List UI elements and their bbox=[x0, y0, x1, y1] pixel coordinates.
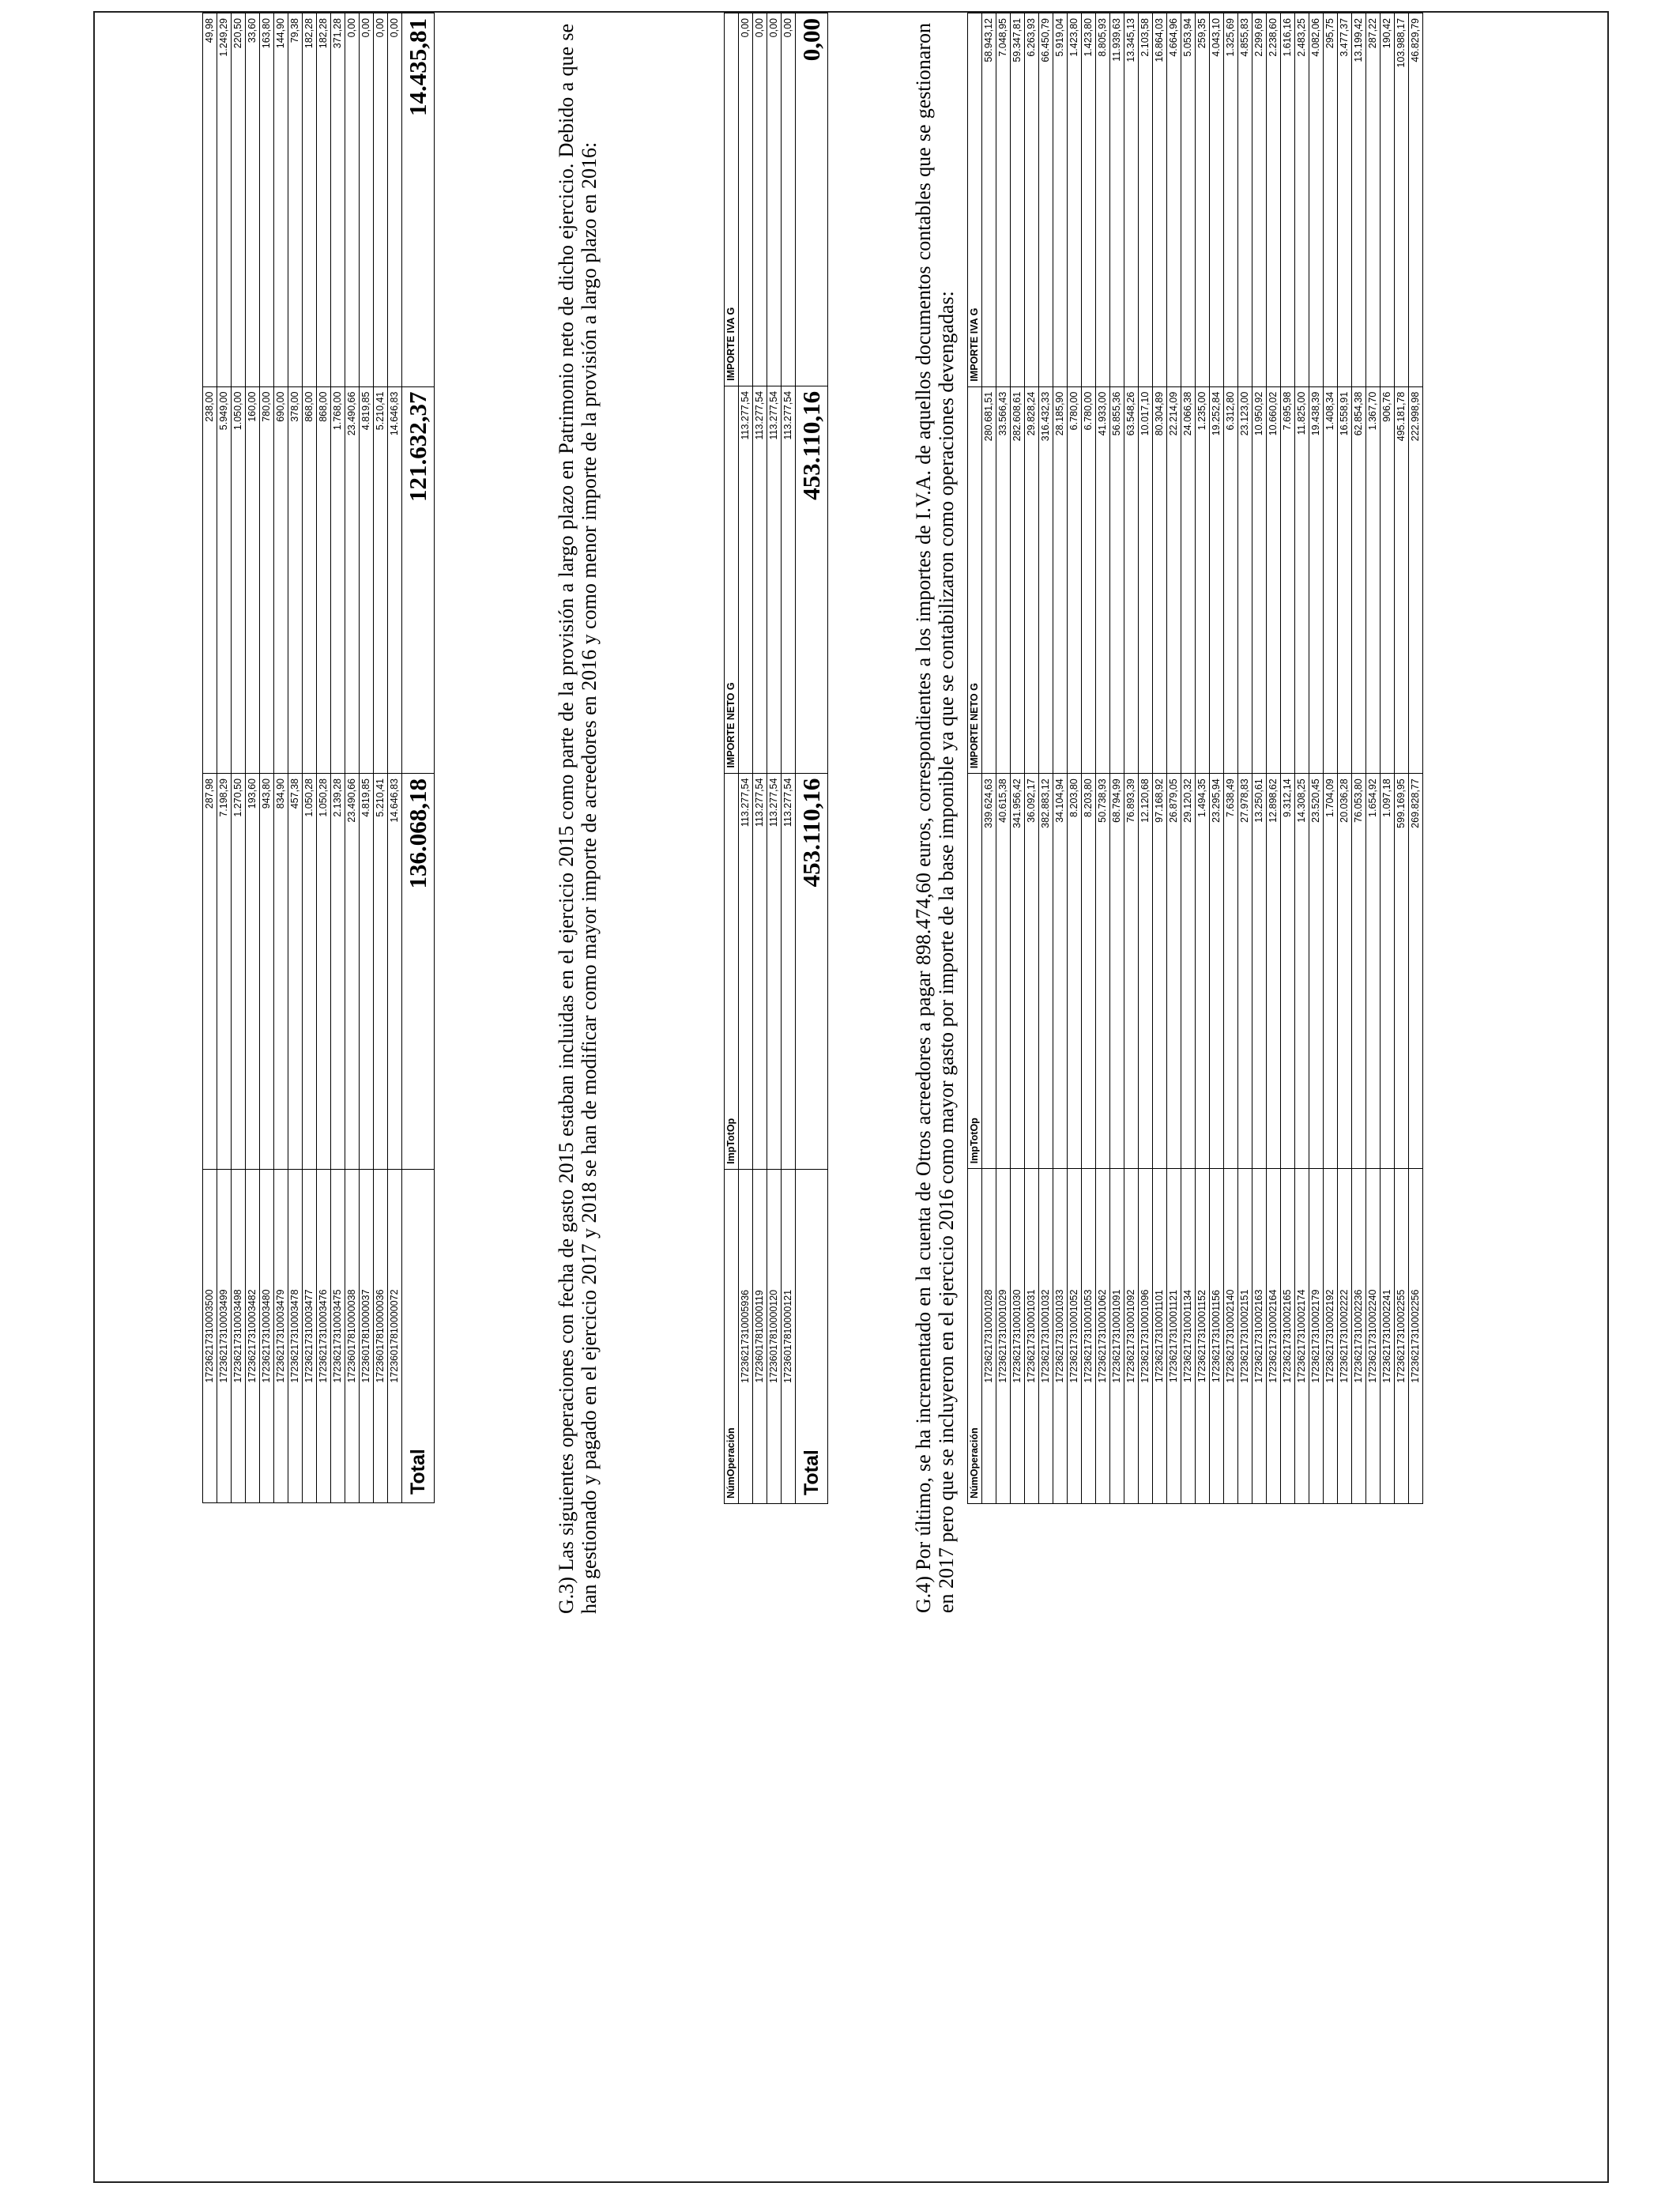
amount-cell: 66.450,79 bbox=[1039, 13, 1053, 387]
operation-number-cell: 17236217310001033 bbox=[1053, 1169, 1068, 1504]
table-row bbox=[1281, 13, 1295, 1504]
amount-cell: 4.855,83 bbox=[1238, 13, 1252, 387]
amount-cell: 8.805,93 bbox=[1096, 13, 1110, 387]
operation-number-cell: 17236217310002164 bbox=[1267, 1169, 1281, 1504]
amount-cell: 1.654,92 bbox=[1366, 774, 1381, 1169]
table-row bbox=[767, 13, 782, 1504]
operation-number-cell: 17236217310001156 bbox=[1210, 1169, 1224, 1504]
amount-cell: 41.933,00 bbox=[1096, 386, 1110, 774]
column-header: IMPORTE IVA G bbox=[968, 13, 982, 387]
amount-cell: 2.139,28 bbox=[331, 774, 345, 1170]
amount-cell: 280.681,51 bbox=[982, 386, 996, 774]
amount-cell: 1.325,69 bbox=[1224, 13, 1238, 387]
operation-number-cell: 17236217310003482 bbox=[246, 1170, 260, 1503]
operation-number-cell: 17236217310001091 bbox=[1110, 1169, 1124, 1504]
amount-cell: 834,90 bbox=[274, 774, 288, 1170]
amount-cell: 163,80 bbox=[260, 13, 274, 387]
amount-cell: 780,00 bbox=[260, 386, 274, 773]
operation-number-cell: 17236217310003476 bbox=[317, 1170, 331, 1503]
amount-cell: 16.864,03 bbox=[1153, 13, 1167, 387]
amount-cell: 0,00 bbox=[739, 13, 753, 386]
amount-cell: 1.050,28 bbox=[317, 774, 331, 1170]
table-row bbox=[1082, 13, 1096, 1504]
amount-cell: 7.638,49 bbox=[1224, 774, 1238, 1169]
table-row bbox=[1139, 13, 1153, 1504]
amount-cell: 19.438,39 bbox=[1309, 386, 1324, 774]
amount-cell: 36.092,17 bbox=[1025, 774, 1039, 1169]
table-row bbox=[1196, 13, 1210, 1504]
amount-cell: 4.664,96 bbox=[1167, 13, 1181, 387]
amount-cell: 113.277,54 bbox=[753, 386, 767, 773]
amount-cell: 22.214,09 bbox=[1167, 386, 1181, 774]
paragraph-g4: G.4) Por último, se ha incrementado en la cuenta de Otros acreedores a pagar 898.474,60 euros, correspondientes a los importes de I.V.A. de aquellos documentos contables que se gestionaron en 2017 pero que se incluyeron en el ejercicio 2016 como mayor gasto por importe de la base imponible ya que se contabilizaron como operaciones devengadas: bbox=[912, 23, 958, 1613]
amount-cell: 457,38 bbox=[288, 774, 303, 1170]
table-row bbox=[782, 13, 796, 1504]
operation-number-cell: 17236217310001152 bbox=[1196, 1169, 1210, 1504]
amount-cell: 6.263,93 bbox=[1025, 13, 1039, 387]
amount-cell: 0,00 bbox=[388, 13, 402, 387]
total-amount: 121.632,37 bbox=[402, 386, 435, 773]
operation-number-cell: 17236217310002236 bbox=[1352, 1169, 1366, 1504]
amount-cell: 1.704,09 bbox=[1324, 774, 1338, 1169]
amount-cell: 238,00 bbox=[203, 386, 217, 773]
total-row bbox=[402, 13, 435, 1503]
table-row bbox=[1210, 13, 1224, 1504]
amount-cell: 144,90 bbox=[274, 13, 288, 387]
operation-number-cell: 17236217310003499 bbox=[217, 1170, 232, 1503]
table-row bbox=[1338, 13, 1352, 1504]
operation-number-cell: 17236017810000119 bbox=[753, 1169, 767, 1503]
operation-number-cell: 17236217310003475 bbox=[331, 1170, 345, 1503]
amount-cell: 1.097,18 bbox=[1381, 774, 1395, 1169]
amount-cell: 599.169,95 bbox=[1395, 774, 1409, 1169]
amount-cell: 103.988,17 bbox=[1395, 13, 1409, 387]
amount-cell: 29.828,24 bbox=[1025, 386, 1039, 774]
amount-cell: 220,50 bbox=[232, 13, 246, 387]
amount-cell: 19.252,84 bbox=[1210, 386, 1224, 774]
operation-number-cell: 17236217310001028 bbox=[982, 1169, 996, 1504]
amount-cell: 0,00 bbox=[345, 13, 360, 387]
amount-cell: 193,60 bbox=[246, 774, 260, 1170]
rotated-page-content bbox=[95, 13, 1596, 2167]
amount-cell: 13.199,42 bbox=[1352, 13, 1366, 387]
amount-cell: 269.828,77 bbox=[1409, 774, 1423, 1169]
table-row bbox=[1309, 13, 1324, 1504]
amount-cell: 113.277,54 bbox=[782, 386, 796, 773]
table-row bbox=[217, 13, 232, 1503]
table-row bbox=[996, 13, 1011, 1504]
amount-cell: 7.198,29 bbox=[217, 774, 232, 1170]
amount-cell: 1.050,00 bbox=[232, 386, 246, 773]
amount-cell: 33,60 bbox=[246, 13, 260, 387]
table-row bbox=[246, 13, 260, 1503]
table-row bbox=[1252, 13, 1267, 1504]
amount-cell: 222.998,98 bbox=[1409, 386, 1423, 774]
table-row bbox=[739, 13, 753, 1504]
table-row bbox=[1153, 13, 1167, 1504]
amount-cell: 2.299,69 bbox=[1252, 13, 1267, 387]
amount-cell: 495.181,78 bbox=[1395, 386, 1409, 774]
amount-cell: 943,80 bbox=[260, 774, 274, 1170]
amount-cell: 868,00 bbox=[317, 386, 331, 773]
amount-cell: 0,00 bbox=[374, 13, 388, 387]
amount-cell: 1.768,00 bbox=[331, 386, 345, 773]
table-g3 bbox=[724, 13, 828, 1504]
amount-cell: 4.819,85 bbox=[360, 774, 374, 1170]
table-row bbox=[1167, 13, 1181, 1504]
amount-cell: 0,00 bbox=[360, 13, 374, 387]
amount-cell: 3.477,37 bbox=[1338, 13, 1352, 387]
amount-cell: 7.695,98 bbox=[1281, 386, 1295, 774]
amount-cell: 49,98 bbox=[203, 13, 217, 387]
operation-number-cell: 17236217310001092 bbox=[1124, 1169, 1139, 1504]
operation-number-cell: 17236217310002174 bbox=[1295, 1169, 1309, 1504]
amount-cell: 1.494,35 bbox=[1196, 774, 1210, 1169]
amount-cell: 12.120,68 bbox=[1139, 774, 1153, 1169]
amount-cell: 56.855,36 bbox=[1110, 386, 1124, 774]
amount-cell: 76.053,80 bbox=[1352, 774, 1366, 1169]
amount-cell: 46.829,79 bbox=[1409, 13, 1423, 387]
amount-cell: 4.043,10 bbox=[1210, 13, 1224, 387]
table-row bbox=[1039, 13, 1053, 1504]
amount-cell: 182,28 bbox=[303, 13, 317, 387]
operation-number-cell: 17236217310003478 bbox=[288, 1170, 303, 1503]
table-row bbox=[1324, 13, 1338, 1504]
table-row bbox=[388, 13, 402, 1503]
amount-cell: 8.203,80 bbox=[1068, 774, 1082, 1169]
amount-cell: 1.616,16 bbox=[1281, 13, 1295, 387]
table-row bbox=[1238, 13, 1252, 1504]
amount-cell: 4.082,06 bbox=[1309, 13, 1324, 387]
operation-number-cell: 17236217310003477 bbox=[303, 1170, 317, 1503]
column-header: IMPORTE IVA G bbox=[725, 13, 739, 386]
table-row bbox=[232, 13, 246, 1503]
table-continuation bbox=[202, 13, 435, 1503]
operation-number-cell: 17236217310002255 bbox=[1395, 1169, 1409, 1504]
amount-cell: 5.210,41 bbox=[374, 386, 388, 773]
total-amount: 453.110,16 bbox=[796, 773, 828, 1169]
operation-number-cell: 17236217310001031 bbox=[1025, 1169, 1039, 1504]
operation-number-cell: 17236017810000037 bbox=[360, 1170, 374, 1503]
operation-number-cell: 17236217310003498 bbox=[232, 1170, 246, 1503]
amount-cell: 24.066,38 bbox=[1181, 386, 1196, 774]
amount-cell: 287,98 bbox=[203, 774, 217, 1170]
table-row bbox=[753, 13, 767, 1504]
amount-cell: 13.250,61 bbox=[1252, 774, 1267, 1169]
table-row bbox=[1110, 13, 1124, 1504]
operation-number-cell: 17236217310001030 bbox=[1011, 1169, 1025, 1504]
column-header: IMPORTE NETO G bbox=[725, 386, 739, 773]
amount-cell: 5.210,41 bbox=[374, 774, 388, 1170]
table-g4 bbox=[967, 13, 1423, 1504]
amount-cell: 113.277,54 bbox=[767, 386, 782, 773]
amount-cell: 63.548,26 bbox=[1124, 386, 1139, 774]
amount-cell: 76.893,39 bbox=[1124, 774, 1139, 1169]
amount-cell: 23.490,66 bbox=[345, 774, 360, 1170]
amount-cell: 690,00 bbox=[274, 386, 288, 773]
table-row bbox=[260, 13, 274, 1503]
table-row bbox=[1409, 13, 1423, 1504]
amount-cell: 1.235,00 bbox=[1196, 386, 1210, 774]
table-row bbox=[1011, 13, 1025, 1504]
table-row bbox=[374, 13, 388, 1503]
amount-cell: 1.408,34 bbox=[1324, 386, 1338, 774]
table-row bbox=[1381, 13, 1395, 1504]
table-row bbox=[1096, 13, 1110, 1504]
amount-cell: 316.432,33 bbox=[1039, 386, 1053, 774]
table-row bbox=[982, 13, 996, 1504]
table-row bbox=[1395, 13, 1409, 1504]
table-header-row bbox=[968, 13, 982, 1504]
amount-cell: 2.483,25 bbox=[1295, 13, 1309, 387]
operation-number-cell: 17236217310001134 bbox=[1181, 1169, 1196, 1504]
operation-number-cell: 17236217310002240 bbox=[1366, 1169, 1381, 1504]
amount-cell: 906,76 bbox=[1381, 386, 1395, 774]
operation-number-cell: 17236217310002222 bbox=[1338, 1169, 1352, 1504]
amount-cell: 62.854,38 bbox=[1352, 386, 1366, 774]
operation-number-cell: 17236217310001062 bbox=[1096, 1169, 1110, 1504]
amount-cell: 0,00 bbox=[782, 13, 796, 386]
operation-number-cell: 17236217310001029 bbox=[996, 1169, 1011, 1504]
amount-cell: 58.943,12 bbox=[982, 13, 996, 387]
column-header: IMPORTE NETO G bbox=[968, 386, 982, 774]
table-row bbox=[331, 13, 345, 1503]
amount-cell: 68.794,99 bbox=[1110, 774, 1124, 1169]
operation-number-cell: 17236217310002256 bbox=[1409, 1169, 1423, 1504]
amount-cell: 12.898,62 bbox=[1267, 774, 1281, 1169]
table-row bbox=[1295, 13, 1309, 1504]
operation-number-cell: 17236217310001096 bbox=[1139, 1169, 1153, 1504]
amount-cell: 341.956,42 bbox=[1011, 774, 1025, 1169]
table-row bbox=[303, 13, 317, 1503]
table-row bbox=[288, 13, 303, 1503]
operation-number-cell: 17236217310001121 bbox=[1167, 1169, 1181, 1504]
amount-cell: 33.566,43 bbox=[996, 386, 1011, 774]
amount-cell: 287,22 bbox=[1366, 13, 1381, 387]
amount-cell: 7.048,95 bbox=[996, 13, 1011, 387]
amount-cell: 23.520,45 bbox=[1309, 774, 1324, 1169]
amount-cell: 10.017,10 bbox=[1139, 386, 1153, 774]
amount-cell: 113.277,54 bbox=[753, 773, 767, 1169]
table-row bbox=[1267, 13, 1281, 1504]
column-header: NúmOperación bbox=[725, 1169, 739, 1503]
amount-cell: 6.780,00 bbox=[1068, 386, 1082, 774]
amount-cell: 59.347,81 bbox=[1011, 13, 1025, 387]
amount-cell: 371,28 bbox=[331, 13, 345, 387]
amount-cell: 97.168,92 bbox=[1153, 774, 1167, 1169]
table-row bbox=[1366, 13, 1381, 1504]
amount-cell: 28.185,90 bbox=[1053, 386, 1068, 774]
operation-number-cell: 17236017810000120 bbox=[767, 1169, 782, 1503]
operation-number-cell: 17236217310005936 bbox=[739, 1169, 753, 1503]
operation-number-cell: 17236217310002140 bbox=[1224, 1169, 1238, 1504]
amount-cell: 14.308,25 bbox=[1295, 774, 1309, 1169]
amount-cell: 4.819,85 bbox=[360, 386, 374, 773]
operation-number-cell: 17236017810000036 bbox=[374, 1170, 388, 1503]
total-label: Total bbox=[796, 1169, 828, 1503]
amount-cell: 382.883,12 bbox=[1039, 774, 1053, 1169]
amount-cell: 14.646,83 bbox=[388, 386, 402, 773]
operation-number-cell: 17236217310003500 bbox=[203, 1170, 217, 1503]
operation-number-cell: 17236217310003479 bbox=[274, 1170, 288, 1503]
amount-cell: 34.104,94 bbox=[1053, 774, 1068, 1169]
total-amount: 0,00 bbox=[796, 13, 828, 386]
amount-cell: 20.036,28 bbox=[1338, 774, 1352, 1169]
amount-cell: 16.558,91 bbox=[1338, 386, 1352, 774]
paragraph-g3: G.3) Las siguientes operaciones con fecha de gasto 2015 estaban incluidas en el ejercicio 2015 como parte de la provisión a largo plazo en Patrimonio neto de dicho ejercicio. Debido a que se han gestionado y pagado en el ejercicio 2017 y 2018 se han de modificar como mayor importe de acreedores en 2016 y como menor importe de la provisión a largo plazo en 2016: bbox=[555, 24, 601, 1614]
amount-cell: 13.345,13 bbox=[1124, 13, 1139, 387]
table-row bbox=[203, 13, 217, 1503]
amount-cell: 79,38 bbox=[288, 13, 303, 387]
amount-cell: 282.608,61 bbox=[1011, 386, 1025, 774]
table-row bbox=[1224, 13, 1238, 1504]
operation-number-cell: 17236217310001052 bbox=[1068, 1169, 1082, 1504]
amount-cell: 378,00 bbox=[288, 386, 303, 773]
table-header-row bbox=[725, 13, 739, 1504]
amount-cell: 26.879,05 bbox=[1167, 774, 1181, 1169]
amount-cell: 11.825,00 bbox=[1295, 386, 1309, 774]
operation-number-cell: 17236217310003480 bbox=[260, 1170, 274, 1503]
table-row bbox=[360, 13, 374, 1503]
amount-cell: 182,28 bbox=[317, 13, 331, 387]
column-header: ImpTotOp bbox=[725, 773, 739, 1169]
amount-cell: 6.312,80 bbox=[1224, 386, 1238, 774]
total-amount: 453.110,16 bbox=[796, 386, 828, 773]
page-frame bbox=[93, 11, 1609, 2183]
amount-cell: 1.423,80 bbox=[1068, 13, 1082, 387]
amount-cell: 27.978,83 bbox=[1238, 774, 1252, 1169]
amount-cell: 0,00 bbox=[753, 13, 767, 386]
amount-cell: 14.646,83 bbox=[388, 774, 402, 1170]
amount-cell: 50.738,93 bbox=[1096, 774, 1110, 1169]
amount-cell: 113.277,54 bbox=[767, 773, 782, 1169]
amount-cell: 2.103,58 bbox=[1139, 13, 1153, 387]
amount-cell: 23.295,94 bbox=[1210, 774, 1224, 1169]
amount-cell: 80.304,89 bbox=[1153, 386, 1167, 774]
total-amount: 136.068,18 bbox=[402, 774, 435, 1170]
amount-cell: 113.277,54 bbox=[739, 773, 753, 1169]
amount-cell: 339.624,63 bbox=[982, 774, 996, 1169]
amount-cell: 9.312,14 bbox=[1281, 774, 1295, 1169]
amount-cell: 5.053,94 bbox=[1181, 13, 1196, 387]
amount-cell: 259,35 bbox=[1196, 13, 1210, 387]
amount-cell: 11.939,63 bbox=[1110, 13, 1124, 387]
amount-cell: 29.120,32 bbox=[1181, 774, 1196, 1169]
operation-number-cell: 17236217310002179 bbox=[1309, 1169, 1324, 1504]
operation-number-cell: 17236217310001032 bbox=[1039, 1169, 1053, 1504]
amount-cell: 2.238,60 bbox=[1267, 13, 1281, 387]
table-row bbox=[1025, 13, 1039, 1504]
amount-cell: 1.423,80 bbox=[1082, 13, 1096, 387]
operation-number-cell: 17236017810000038 bbox=[345, 1170, 360, 1503]
table-row bbox=[274, 13, 288, 1503]
amount-cell: 113.277,54 bbox=[782, 773, 796, 1169]
amount-cell: 1.050,28 bbox=[303, 774, 317, 1170]
amount-cell: 10.950,92 bbox=[1252, 386, 1267, 774]
amount-cell: 23.123,00 bbox=[1238, 386, 1252, 774]
operation-number-cell: 17236217310002165 bbox=[1281, 1169, 1295, 1504]
amount-cell: 40.615,38 bbox=[996, 774, 1011, 1169]
amount-cell: 868,00 bbox=[303, 386, 317, 773]
table-row bbox=[1124, 13, 1139, 1504]
amount-cell: 113.277,54 bbox=[739, 386, 753, 773]
table-row bbox=[345, 13, 360, 1503]
amount-cell: 1.270,50 bbox=[232, 774, 246, 1170]
column-header: NúmOperación bbox=[968, 1169, 982, 1504]
operation-number-cell: 17236017810000072 bbox=[388, 1170, 402, 1503]
operation-number-cell: 17236017810000121 bbox=[782, 1169, 796, 1503]
amount-cell: 160,00 bbox=[246, 386, 260, 773]
amount-cell: 0,00 bbox=[767, 13, 782, 386]
amount-cell: 5.919,04 bbox=[1053, 13, 1068, 387]
amount-cell: 6.780,00 bbox=[1082, 386, 1096, 774]
total-amount: 14.435,81 bbox=[402, 13, 435, 387]
amount-cell: 23.490,66 bbox=[345, 386, 360, 773]
table-row bbox=[1053, 13, 1068, 1504]
total-label: Total bbox=[402, 1170, 435, 1503]
column-header: ImpTotOp bbox=[968, 774, 982, 1169]
table-row bbox=[1181, 13, 1196, 1504]
amount-cell: 10.660,02 bbox=[1267, 386, 1281, 774]
operation-number-cell: 17236217310002151 bbox=[1238, 1169, 1252, 1504]
amount-cell: 295,75 bbox=[1324, 13, 1338, 387]
amount-cell: 8.203,80 bbox=[1082, 774, 1096, 1169]
amount-cell: 5.949,00 bbox=[217, 386, 232, 773]
operation-number-cell: 17236217310001101 bbox=[1153, 1169, 1167, 1504]
total-row bbox=[796, 13, 828, 1504]
operation-number-cell: 17236217310002163 bbox=[1252, 1169, 1267, 1504]
amount-cell: 1.367,70 bbox=[1366, 386, 1381, 774]
amount-cell: 190,42 bbox=[1381, 13, 1395, 387]
table-row bbox=[1068, 13, 1082, 1504]
table-row bbox=[317, 13, 331, 1503]
operation-number-cell: 17236217310002192 bbox=[1324, 1169, 1338, 1504]
operation-number-cell: 17236217310002241 bbox=[1381, 1169, 1395, 1504]
amount-cell: 1.249,29 bbox=[217, 13, 232, 387]
table-row bbox=[1352, 13, 1366, 1504]
operation-number-cell: 17236217310001053 bbox=[1082, 1169, 1096, 1504]
